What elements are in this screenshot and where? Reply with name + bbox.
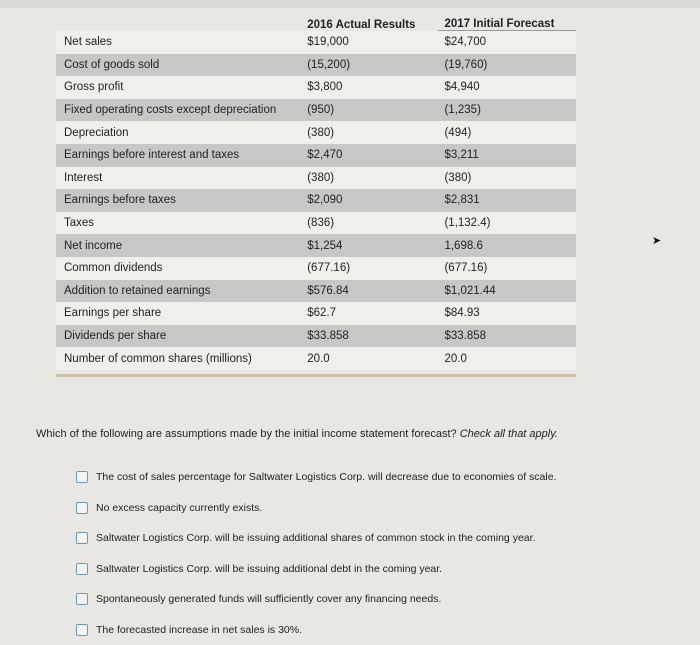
table-bottom-rule	[56, 374, 576, 377]
question-prompt	[36, 428, 558, 440]
value-2017: (677.16)	[438, 257, 576, 280]
row-label: Common dividends	[56, 257, 301, 280]
row-label: Interest	[56, 167, 301, 190]
checkbox[interactable]	[76, 532, 88, 544]
row-label: Earnings per share	[56, 302, 301, 325]
value-2016: $576.84	[301, 280, 438, 303]
row-label: Cost of goods sold	[56, 54, 301, 77]
table-row	[56, 212, 576, 235]
option-issue-common-stock[interactable]	[76, 523, 556, 554]
income-statement-table-container	[56, 8, 576, 377]
checkbox[interactable]	[76, 563, 88, 575]
row-label: Number of common shares (millions)	[56, 347, 301, 370]
value-2016: $3,800	[301, 76, 438, 99]
row-label: Gross profit	[56, 76, 301, 99]
value-2017: $2,831	[438, 189, 576, 212]
header-2017: 2017 Initial Forecast	[438, 8, 576, 31]
row-label: Net sales	[56, 31, 301, 54]
option-label: Spontaneously generated funds will sufficiently cover any financing needs.	[96, 593, 441, 605]
option-issue-debt[interactable]	[76, 554, 556, 585]
value-2016: 20.0	[301, 347, 438, 370]
row-label: Fixed operating costs except depreciation	[56, 99, 301, 122]
income-statement-table	[56, 8, 576, 370]
checkbox[interactable]	[76, 593, 88, 605]
table-header-row	[56, 8, 576, 31]
value-2016: (950)	[301, 99, 438, 122]
checkbox[interactable]	[76, 471, 88, 483]
option-no-excess-capacity[interactable]	[76, 493, 556, 524]
value-2016: $62.7	[301, 302, 438, 325]
table-row	[56, 325, 576, 348]
row-label: Depreciation	[56, 121, 301, 144]
row-label: Earnings before taxes	[56, 189, 301, 212]
question-hint: Check all that apply.	[460, 428, 558, 440]
option-label: Saltwater Logistics Corp. will be issuing additional debt in the coming year.	[96, 563, 442, 575]
value-2017: (380)	[438, 167, 576, 190]
table-row	[56, 189, 576, 212]
table-row	[56, 76, 576, 99]
question-text: Which of the following are assumptions made by the initial income statement forecast?	[36, 428, 457, 440]
row-label: Taxes	[56, 212, 301, 235]
header-2016: 2016 Actual Results	[301, 8, 438, 31]
row-label: Addition to retained earnings	[56, 280, 301, 303]
table-row	[56, 54, 576, 77]
value-2016: (677.16)	[301, 257, 438, 280]
value-2017: $4,940	[438, 76, 576, 99]
value-2016: $19,000	[301, 31, 438, 54]
value-2017: $3,211	[438, 144, 576, 167]
option-economies-of-scale[interactable]	[76, 462, 556, 493]
table-row	[56, 234, 576, 257]
table-row	[56, 144, 576, 167]
value-2016: $33.858	[301, 325, 438, 348]
option-label: Saltwater Logistics Corp. will be issuing additional shares of common stock in the coming year.	[96, 532, 535, 544]
option-spontaneous-funds[interactable]	[76, 584, 556, 615]
table-row	[56, 280, 576, 303]
value-2017: (1,132.4)	[438, 212, 576, 235]
value-2016: (380)	[301, 167, 438, 190]
value-2017: (19,760)	[438, 54, 576, 77]
value-2017: (494)	[438, 121, 576, 144]
mouse-cursor-icon: ➤	[652, 234, 661, 247]
value-2017: 1,698.6	[438, 234, 576, 257]
table-row	[56, 257, 576, 280]
value-2017: (1,235)	[438, 99, 576, 122]
value-2016: $2,090	[301, 189, 438, 212]
checkbox[interactable]	[76, 502, 88, 514]
value-2017: $1,021.44	[438, 280, 576, 303]
value-2016: (15,200)	[301, 54, 438, 77]
header-label	[56, 8, 301, 31]
option-label: No excess capacity currently exists.	[96, 502, 262, 514]
value-2017: 20.0	[438, 347, 576, 370]
table-row	[56, 31, 576, 54]
value-2016: (380)	[301, 121, 438, 144]
option-label: The cost of sales percentage for Saltwater Logistics Corp. will decrease due to economies of scale.	[96, 471, 556, 483]
value-2016: $1,254	[301, 234, 438, 257]
table-row	[56, 121, 576, 144]
row-label: Dividends per share	[56, 325, 301, 348]
option-sales-increase[interactable]	[76, 615, 556, 645]
value-2017: $84.93	[438, 302, 576, 325]
table-row	[56, 347, 576, 370]
answer-options	[76, 462, 556, 645]
row-label: Net income	[56, 234, 301, 257]
top-strip	[0, 0, 700, 8]
table-row	[56, 167, 576, 190]
table-row	[56, 302, 576, 325]
value-2016: (836)	[301, 212, 438, 235]
option-label: The forecasted increase in net sales is 30%.	[96, 624, 302, 636]
value-2017: $33.858	[438, 325, 576, 348]
table-row	[56, 99, 576, 122]
value-2016: $2,470	[301, 144, 438, 167]
value-2017: $24,700	[438, 31, 576, 54]
row-label: Earnings before interest and taxes	[56, 144, 301, 167]
